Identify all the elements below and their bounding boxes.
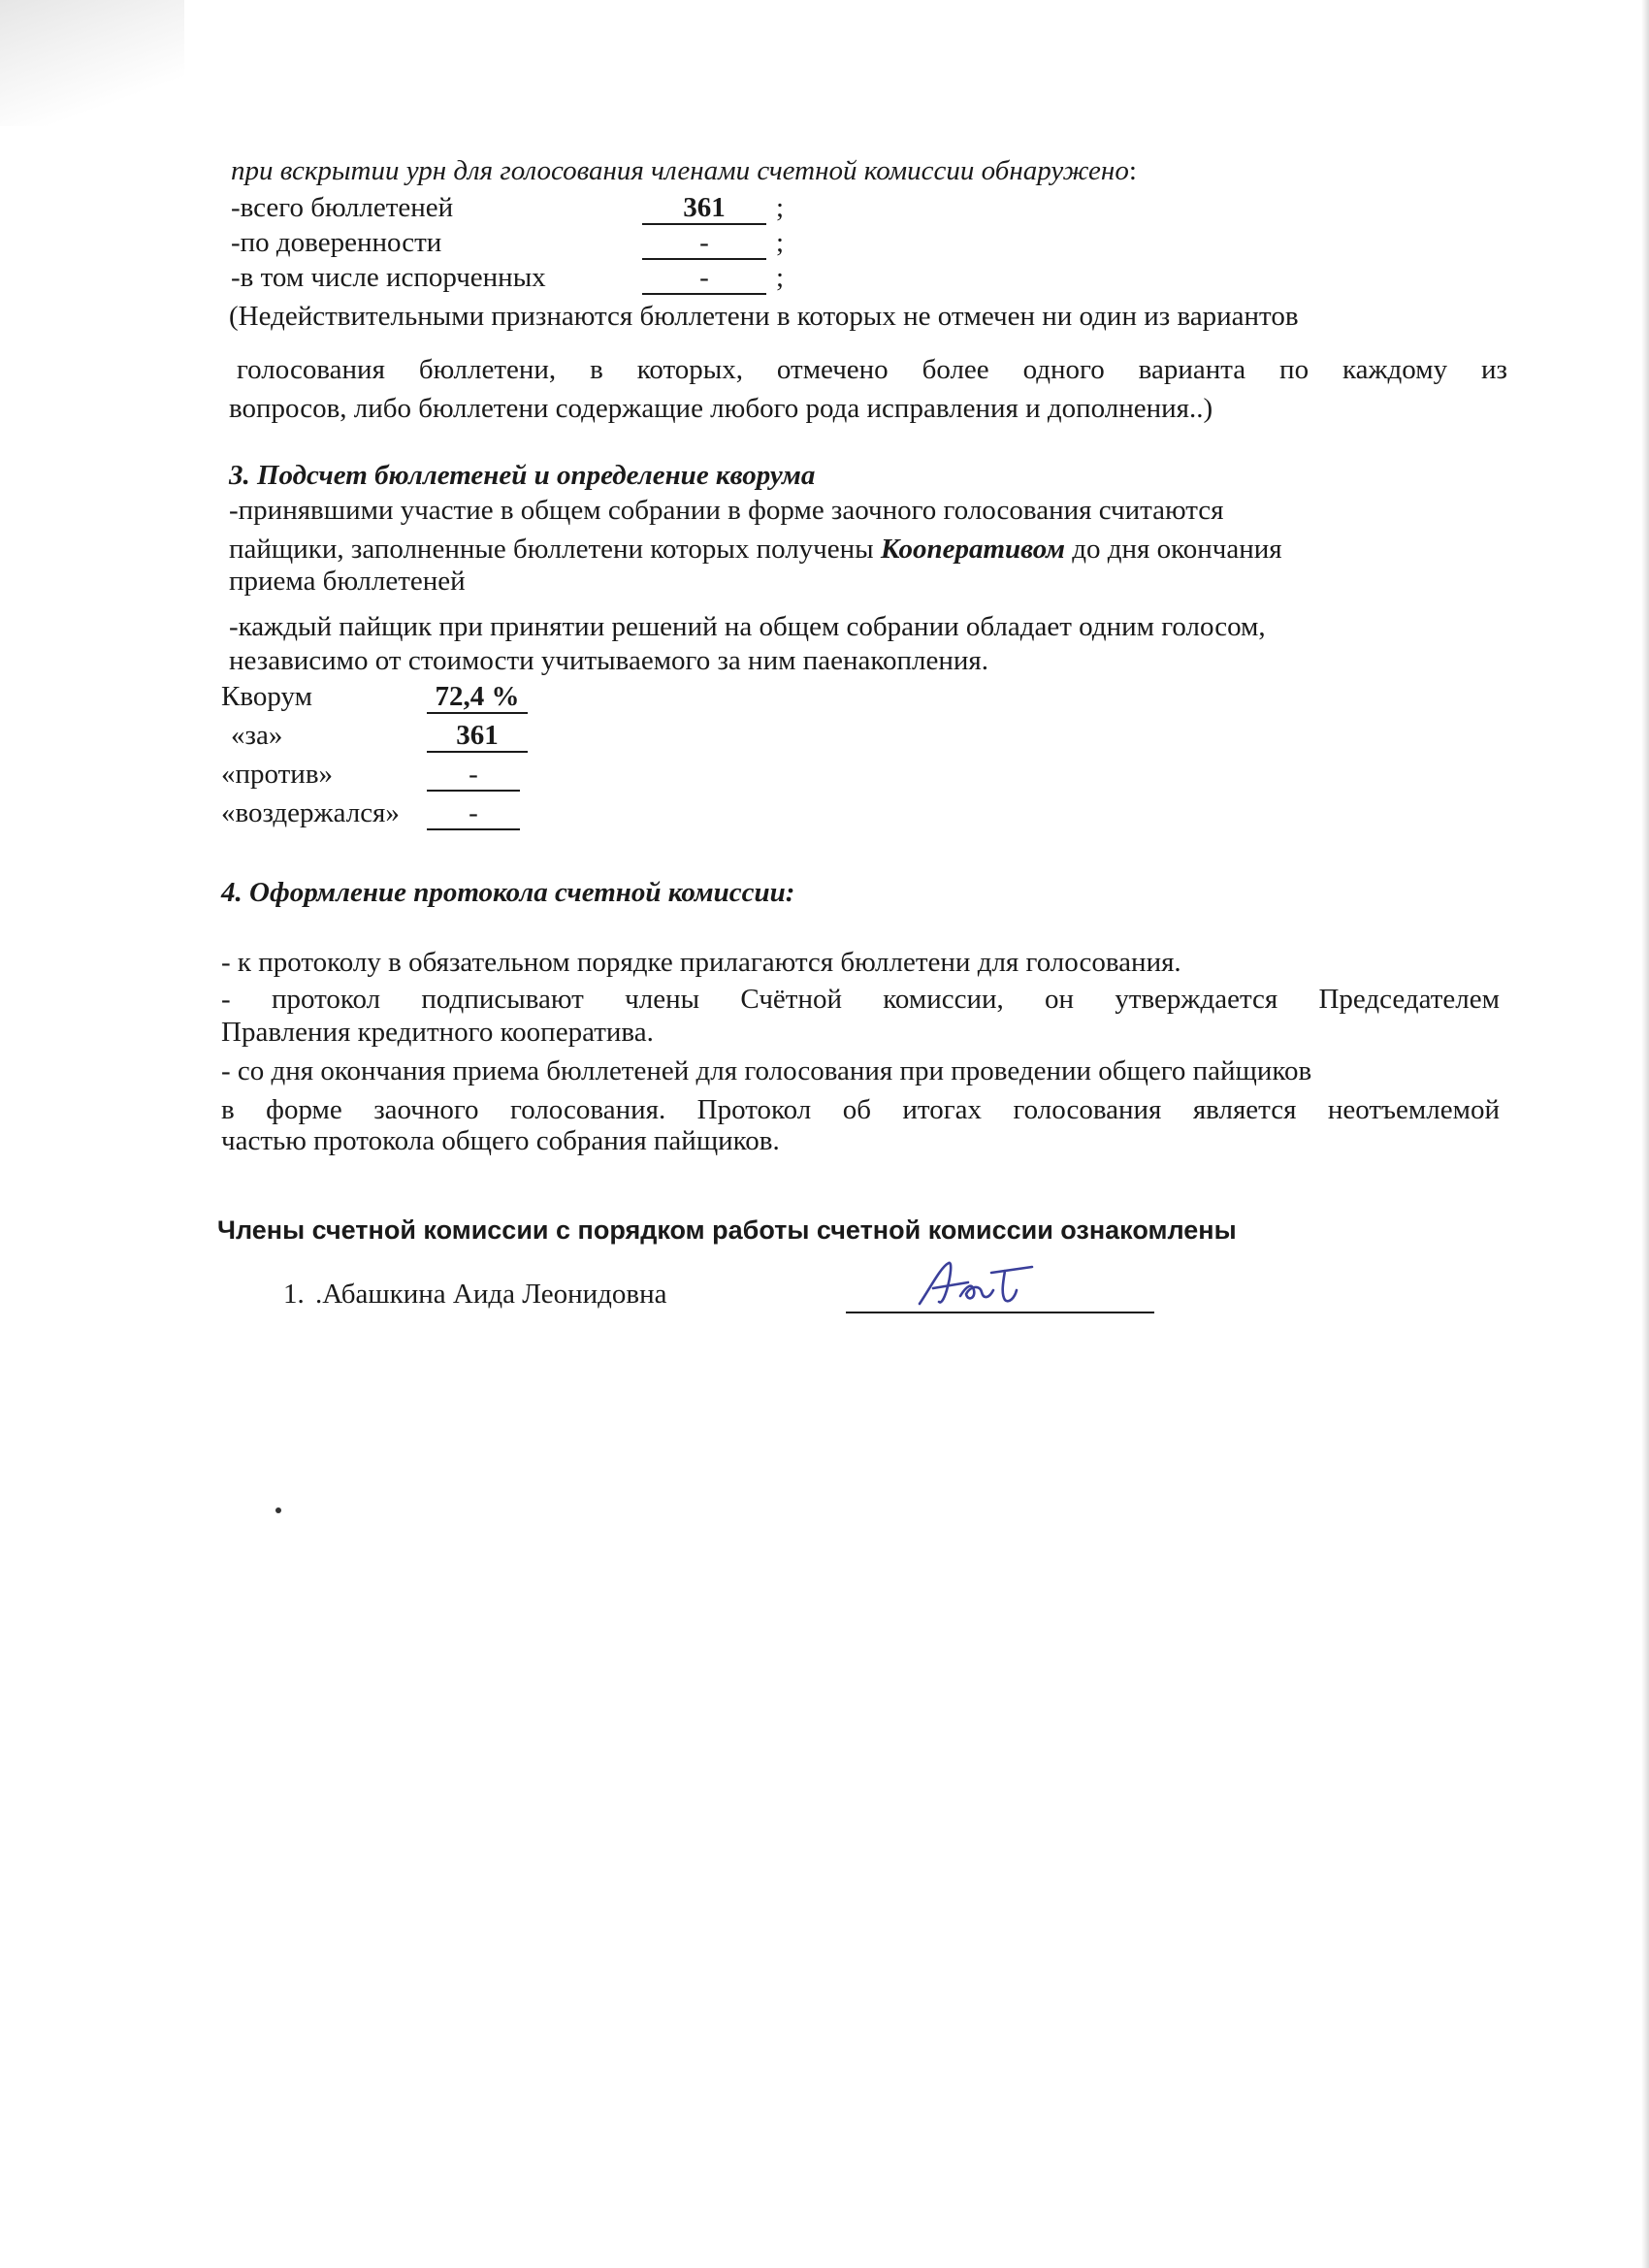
section3-p1-line2-c: до дня окончания [1064,534,1282,565]
for-value: 361 [427,720,528,753]
invalid-note-line-2: голосования бюллетени, в которых, отмечено более одного варианта по каждому из [237,354,1507,385]
abstained-value-wrap [427,797,520,830]
count-spoiled-value [642,262,784,295]
section3-p1-line3: приема бюллетеней [229,566,466,597]
quorum-label: Кворум [221,681,312,712]
abstained-value: - [427,797,520,830]
scan-edge-shadow [1641,0,1649,2268]
section3-p1-line2-a: пайщики, заполненные бюллетени которых получены [229,534,881,565]
section4-line2: - протокол подписывают члены Счётной комиссии, он утверждается Председателем [221,984,1500,1015]
count-spoiled-number: - [642,262,766,295]
count-total-value [642,192,784,225]
signature-mark [912,1257,1038,1313]
signature-stroke [920,1263,1032,1304]
section3-cooperative: Кооперативом [880,534,1065,565]
section3-p1-line1: -принявшими участие в общем собрании в форме заочного голосования считаются [229,495,1224,526]
member-number: 1. [283,1279,305,1310]
folded-corner-shade [0,0,184,126]
urn-intro-colon: : [1128,155,1137,186]
section3-p2-line1: -каждый пайщик при принятии решений на общем собрании обладает одним голосом, [229,611,1266,642]
count-proxy-number: - [642,227,766,260]
section4-line6: частью протокола общего собрания пайщиков. [221,1125,780,1156]
section4-line3: Правления кредитного кооператива. [221,1017,654,1048]
section3-title: 3. Подсчет бюллетеней и определение кворума [229,460,816,491]
member-name: .Абашкина Аида Леонидовна [315,1279,667,1310]
urn-intro [231,155,1137,186]
member-row-1 [283,1279,667,1310]
urn-intro-text: при вскрытии урн для голосования членами счетной комиссии обнаружено [231,155,1129,186]
count-proxy-end: ; [776,227,785,258]
for-label: «за» [231,720,283,751]
count-spoiled-label: -в том числе испорченных [231,262,546,293]
section4-title: 4. Оформление протокола счетной комиссии: [221,877,795,908]
section3-p2-line2: независимо от стоимости учитываемого за ним паенакопления. [229,645,988,676]
scan-speck [275,1507,281,1513]
count-total-label: -всего бюллетеней [231,192,454,223]
against-label: «против» [221,759,334,790]
section4-line4: - со дня окончания приема бюллетеней для голосования при проведении общего пайщиков [221,1055,1312,1086]
count-total-end: ; [776,192,785,223]
quorum-value: 72,4 % [427,681,528,714]
members-heading: Члены счетной комиссии с порядком работы счетной комиссии ознакомлены [217,1215,1237,1245]
count-proxy-label: -по доверенности [231,227,442,258]
section3-p1-line2 [229,534,1282,565]
against-value-wrap [427,759,520,792]
section4-line5: в форме заочного голосования. Протокол об итогах голосования является неотъемлемой [221,1094,1500,1125]
invalid-note-line-3: вопросов, либо бюллетени содержащие любого рода исправления и дополнения..) [229,393,1213,424]
count-proxy-value [642,227,784,260]
count-total-number: 361 [642,192,766,225]
quorum-value-wrap [427,681,528,714]
invalid-note-line-1: (Недействительными признаются бюллетени в которых не отмечен ни один из вариантов [229,301,1299,332]
count-spoiled-end: ; [776,262,785,293]
abstained-label: «воздержался» [221,797,400,828]
against-value: - [427,759,520,792]
for-value-wrap [427,720,528,753]
section4-line1: - к протоколу в обязательном порядке прилагаются бюллетени для голосования. [221,947,1181,978]
